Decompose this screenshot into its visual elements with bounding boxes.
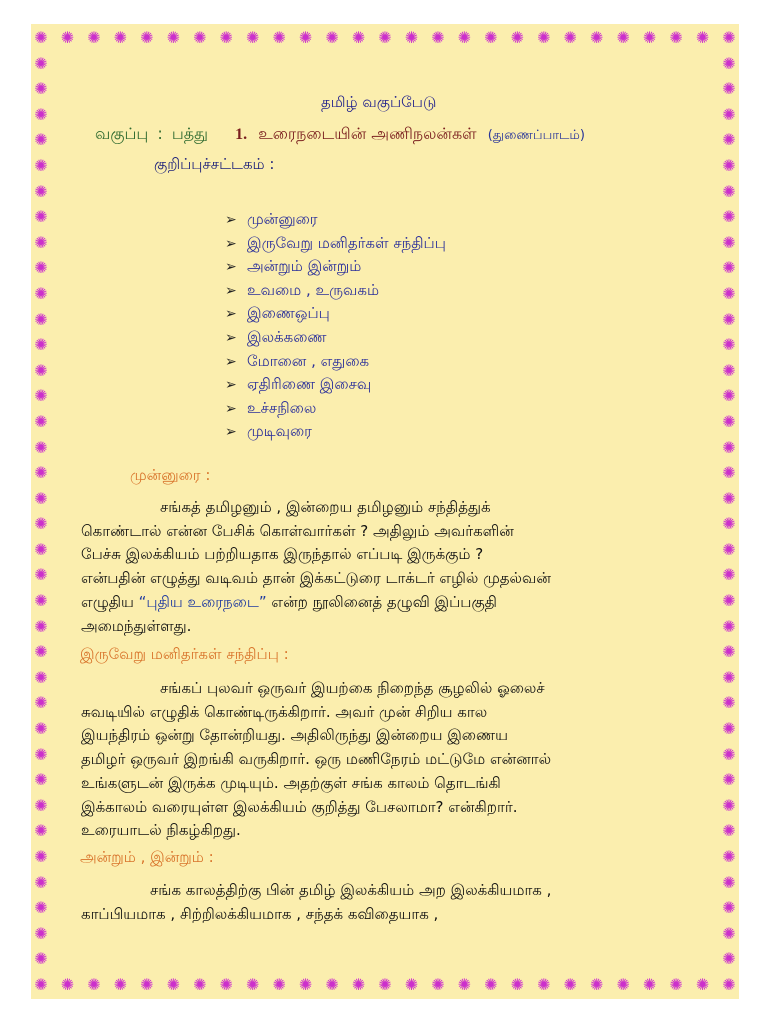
- document-content: [31, 24, 739, 999]
- arrow-bullet-icon: ➢: [225, 235, 237, 252]
- arrow-bullet-icon: ➢: [225, 424, 237, 441]
- class-separator: :: [157, 124, 163, 143]
- meeting-line-3: இயந்திரம் ஒன்று தோன்றியது. அதிலிருந்து இன்றைய இணைய: [81, 726, 508, 745]
- meeting-line-1: சங்கப் புலவர் ஒருவர் இயற்கை நிறைந்த சூழலில் ஓலைச்: [160, 679, 545, 697]
- toc-item: [225, 422, 312, 442]
- toc-item: [225, 304, 330, 324]
- toc-item-label: ஏதிரிணை இசைவு: [247, 375, 372, 394]
- toc-item: [225, 257, 361, 277]
- section-body-meeting: [81, 677, 551, 843]
- arrow-bullet-icon: ➢: [225, 330, 237, 346]
- intro-line-5: [81, 591, 551, 615]
- toc-item-label: இணைஒப்பு: [247, 304, 330, 323]
- section-heading-then-now: அன்றும் , இன்றும் :: [80, 848, 214, 866]
- toc-item: [225, 281, 379, 301]
- class-label: வகுப்பு: [95, 124, 149, 143]
- toc-item: [225, 352, 369, 372]
- class-value: பத்து: [171, 124, 209, 143]
- section-body-intro: [81, 496, 551, 638]
- meeting-line-4: தமிழர் ஒருவர் இறங்கி வருகிறார். ஒரு மணிநேரம் மட்டுமே என்னால்: [81, 750, 552, 769]
- toc-item-label: உச்சநிலை: [247, 398, 317, 417]
- arrow-bullet-icon: ➢: [225, 259, 237, 276]
- toc-item: [225, 399, 316, 419]
- toc-item: [225, 234, 446, 254]
- arrow-bullet-icon: ➢: [225, 212, 237, 228]
- toc-item-label: முடிவுரை: [247, 422, 312, 441]
- intro-line-2: கொண்டால் என்ன பேசிக் கொள்வார்கள் ? அதிலும் அவர்களின்: [81, 521, 514, 540]
- toc-item: [225, 375, 371, 395]
- page-title: தமிழ் வகுப்பேடு: [321, 93, 437, 111]
- toc-item-label: மோனை , எதுகை: [247, 351, 370, 370]
- intro-line-5-post: என்ற நூலினைத் தழுவி இப்பகுதி: [266, 592, 497, 611]
- book-title-quote: “புதிய உரைநடை”: [138, 592, 267, 611]
- meeting-line-7: உரையாடல் நிகழ்கிறது.: [81, 821, 241, 840]
- toc-item: [225, 328, 327, 348]
- arrow-bullet-icon: ➢: [225, 400, 237, 417]
- class-line: [95, 124, 585, 145]
- arrow-bullet-icon: ➢: [225, 377, 237, 394]
- meeting-line-5: உங்களுடன் இருக்க முடியும். அதற்குள் சங்க காலம் தொடங்கி: [81, 773, 501, 792]
- arrow-bullet-icon: ➢: [225, 353, 237, 370]
- arrow-bullet-icon: ➢: [225, 282, 237, 299]
- toc-item-label: உவமை , உருவகம்: [247, 280, 380, 299]
- then-now-line-1: சங்க காலத்திற்கு பின் தமிழ் இலக்கியம் அற இலக்கியமாக ,: [150, 881, 552, 899]
- lesson-tag: (துணைப்பாடம்): [487, 128, 585, 143]
- toc-heading: குறிப்புச்சட்டகம் :: [154, 155, 275, 173]
- intro-line-6: அமைந்துள்ளது.: [81, 616, 192, 635]
- toc-item: [225, 210, 318, 230]
- toc-item-label: முன்னுரை: [247, 210, 318, 228]
- document-page: [31, 24, 739, 999]
- meeting-line-6: இக்காலம் வரையுள்ள இலக்கியம் குறித்து பேசலாமா? என்கிறார்.: [81, 797, 518, 816]
- intro-line-5-pre: எழுதிய: [81, 592, 139, 611]
- toc-item-label: இலக்கணை: [247, 328, 327, 346]
- meeting-line-2: சுவடியில் எழுதிக் கொண்டிருக்கிறார். அவர் முன் சிறிய கால: [81, 702, 488, 721]
- intro-line-3: பேச்சு இலக்கியம் பற்றியதாக இருந்தால் எப்படி இருக்கும் ?: [81, 545, 484, 564]
- section-body-then-now: [81, 879, 551, 926]
- toc-item-label: இருவேறு மனிதர்கள் சந்திப்பு: [247, 233, 446, 252]
- section-heading-meeting: இருவேறு மனிதர்கள் சந்திப்பு :: [80, 645, 289, 663]
- toc-item-label: அன்றும் இன்றும்: [247, 257, 362, 276]
- intro-line-1: சங்கத் தமிழனும் , இன்றைய தமிழனும் சந்தித்துக்: [160, 498, 491, 516]
- then-now-line-2: காப்பியமாக , சிற்றிலக்கியமாக , சந்தக் கவிதையாக ,: [81, 904, 439, 923]
- arrow-bullet-icon: ➢: [225, 306, 237, 323]
- intro-line-4: என்பதின் எழுத்து வடிவம் தான் இக்கட்டுரை டாக்டர் எழில் முதல்வன்: [81, 569, 551, 588]
- lesson-number: 1.: [235, 126, 248, 143]
- lesson-title: உரைநடையின் அணிநலன்கள்: [258, 124, 477, 143]
- section-heading-intro: முன்னுரை :: [130, 466, 211, 484]
